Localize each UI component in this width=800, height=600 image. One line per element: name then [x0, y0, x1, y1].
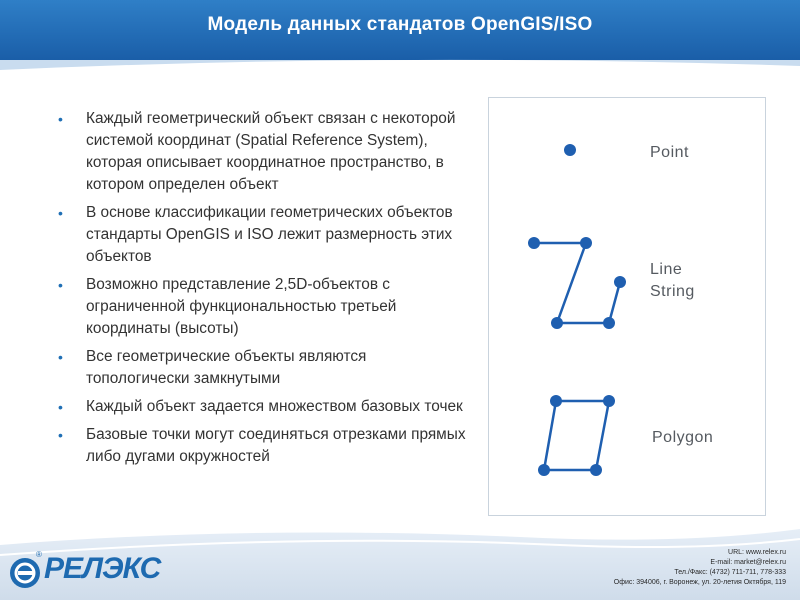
bullet-item: [58, 108, 473, 196]
bullet-item: [58, 346, 473, 390]
bullet-text: Все геометрические объекты являются топологически замкнутыми: [86, 348, 367, 387]
bullet-dot-icon: •: [58, 427, 63, 443]
logo-text: РЕЛЭКС: [44, 552, 161, 585]
line-string-geometry: [528, 237, 626, 329]
bullet-item: [58, 202, 473, 268]
bullet-item: [58, 274, 473, 340]
logo-trademark: ®: [36, 550, 42, 559]
geometry-figure: [488, 97, 766, 516]
bullet-text: Каждый геометрический объект связан с некоторой системой координат (Spatial Reference System), которая описывает координатное пространство, в котором определен объект: [86, 110, 456, 193]
bullet-dot-icon: •: [58, 349, 63, 365]
slide-header: [0, 0, 800, 60]
slide-title: Модель данных стандатов OpenGIS/ISO: [207, 14, 593, 35]
point-geometry: [564, 144, 576, 156]
polygon-geometry: [538, 395, 615, 476]
bullet-dot-icon: •: [58, 111, 63, 127]
relex-logo-icon: [8, 556, 42, 590]
bullet-list: [58, 108, 473, 474]
contact-phone: Тел./Факс: (4732) 711-711, 778-333: [674, 569, 786, 576]
bullet-text: Возможно представление 2,5D-объектов с ограниченной функциональностью третьей координаты (высоты): [86, 276, 397, 337]
contact-email: E-mail: market@relex.ru: [710, 559, 786, 566]
bullet-text: Базовые точки могут соединяться отрезками прямых либо дугами окружностей: [86, 426, 466, 465]
geometry-diagram: [489, 98, 765, 515]
polygon-label: Polygon: [652, 429, 714, 446]
bullet-text: Каждый объект задается множеством базовых точек: [86, 398, 463, 415]
bullet-dot-icon: •: [58, 399, 63, 415]
contact-block: [614, 548, 786, 588]
bullet-text: В основе классификации геометрических объектов стандарты OpenGIS и ISO лежит размерность этих объектов: [86, 204, 453, 265]
line-string-label: Line String: [650, 261, 695, 300]
bullet-item: [58, 396, 473, 418]
contact-url: URL: www.relex.ru: [728, 549, 786, 556]
point-label: Point: [650, 144, 689, 161]
bullet-item: [58, 424, 473, 468]
bullet-dot-icon: •: [58, 205, 63, 221]
contact-address: Офис: 394006, г. Воронеж, ул. 20-летия Октября, 119: [613, 579, 786, 586]
bullet-dot-icon: •: [58, 277, 63, 293]
